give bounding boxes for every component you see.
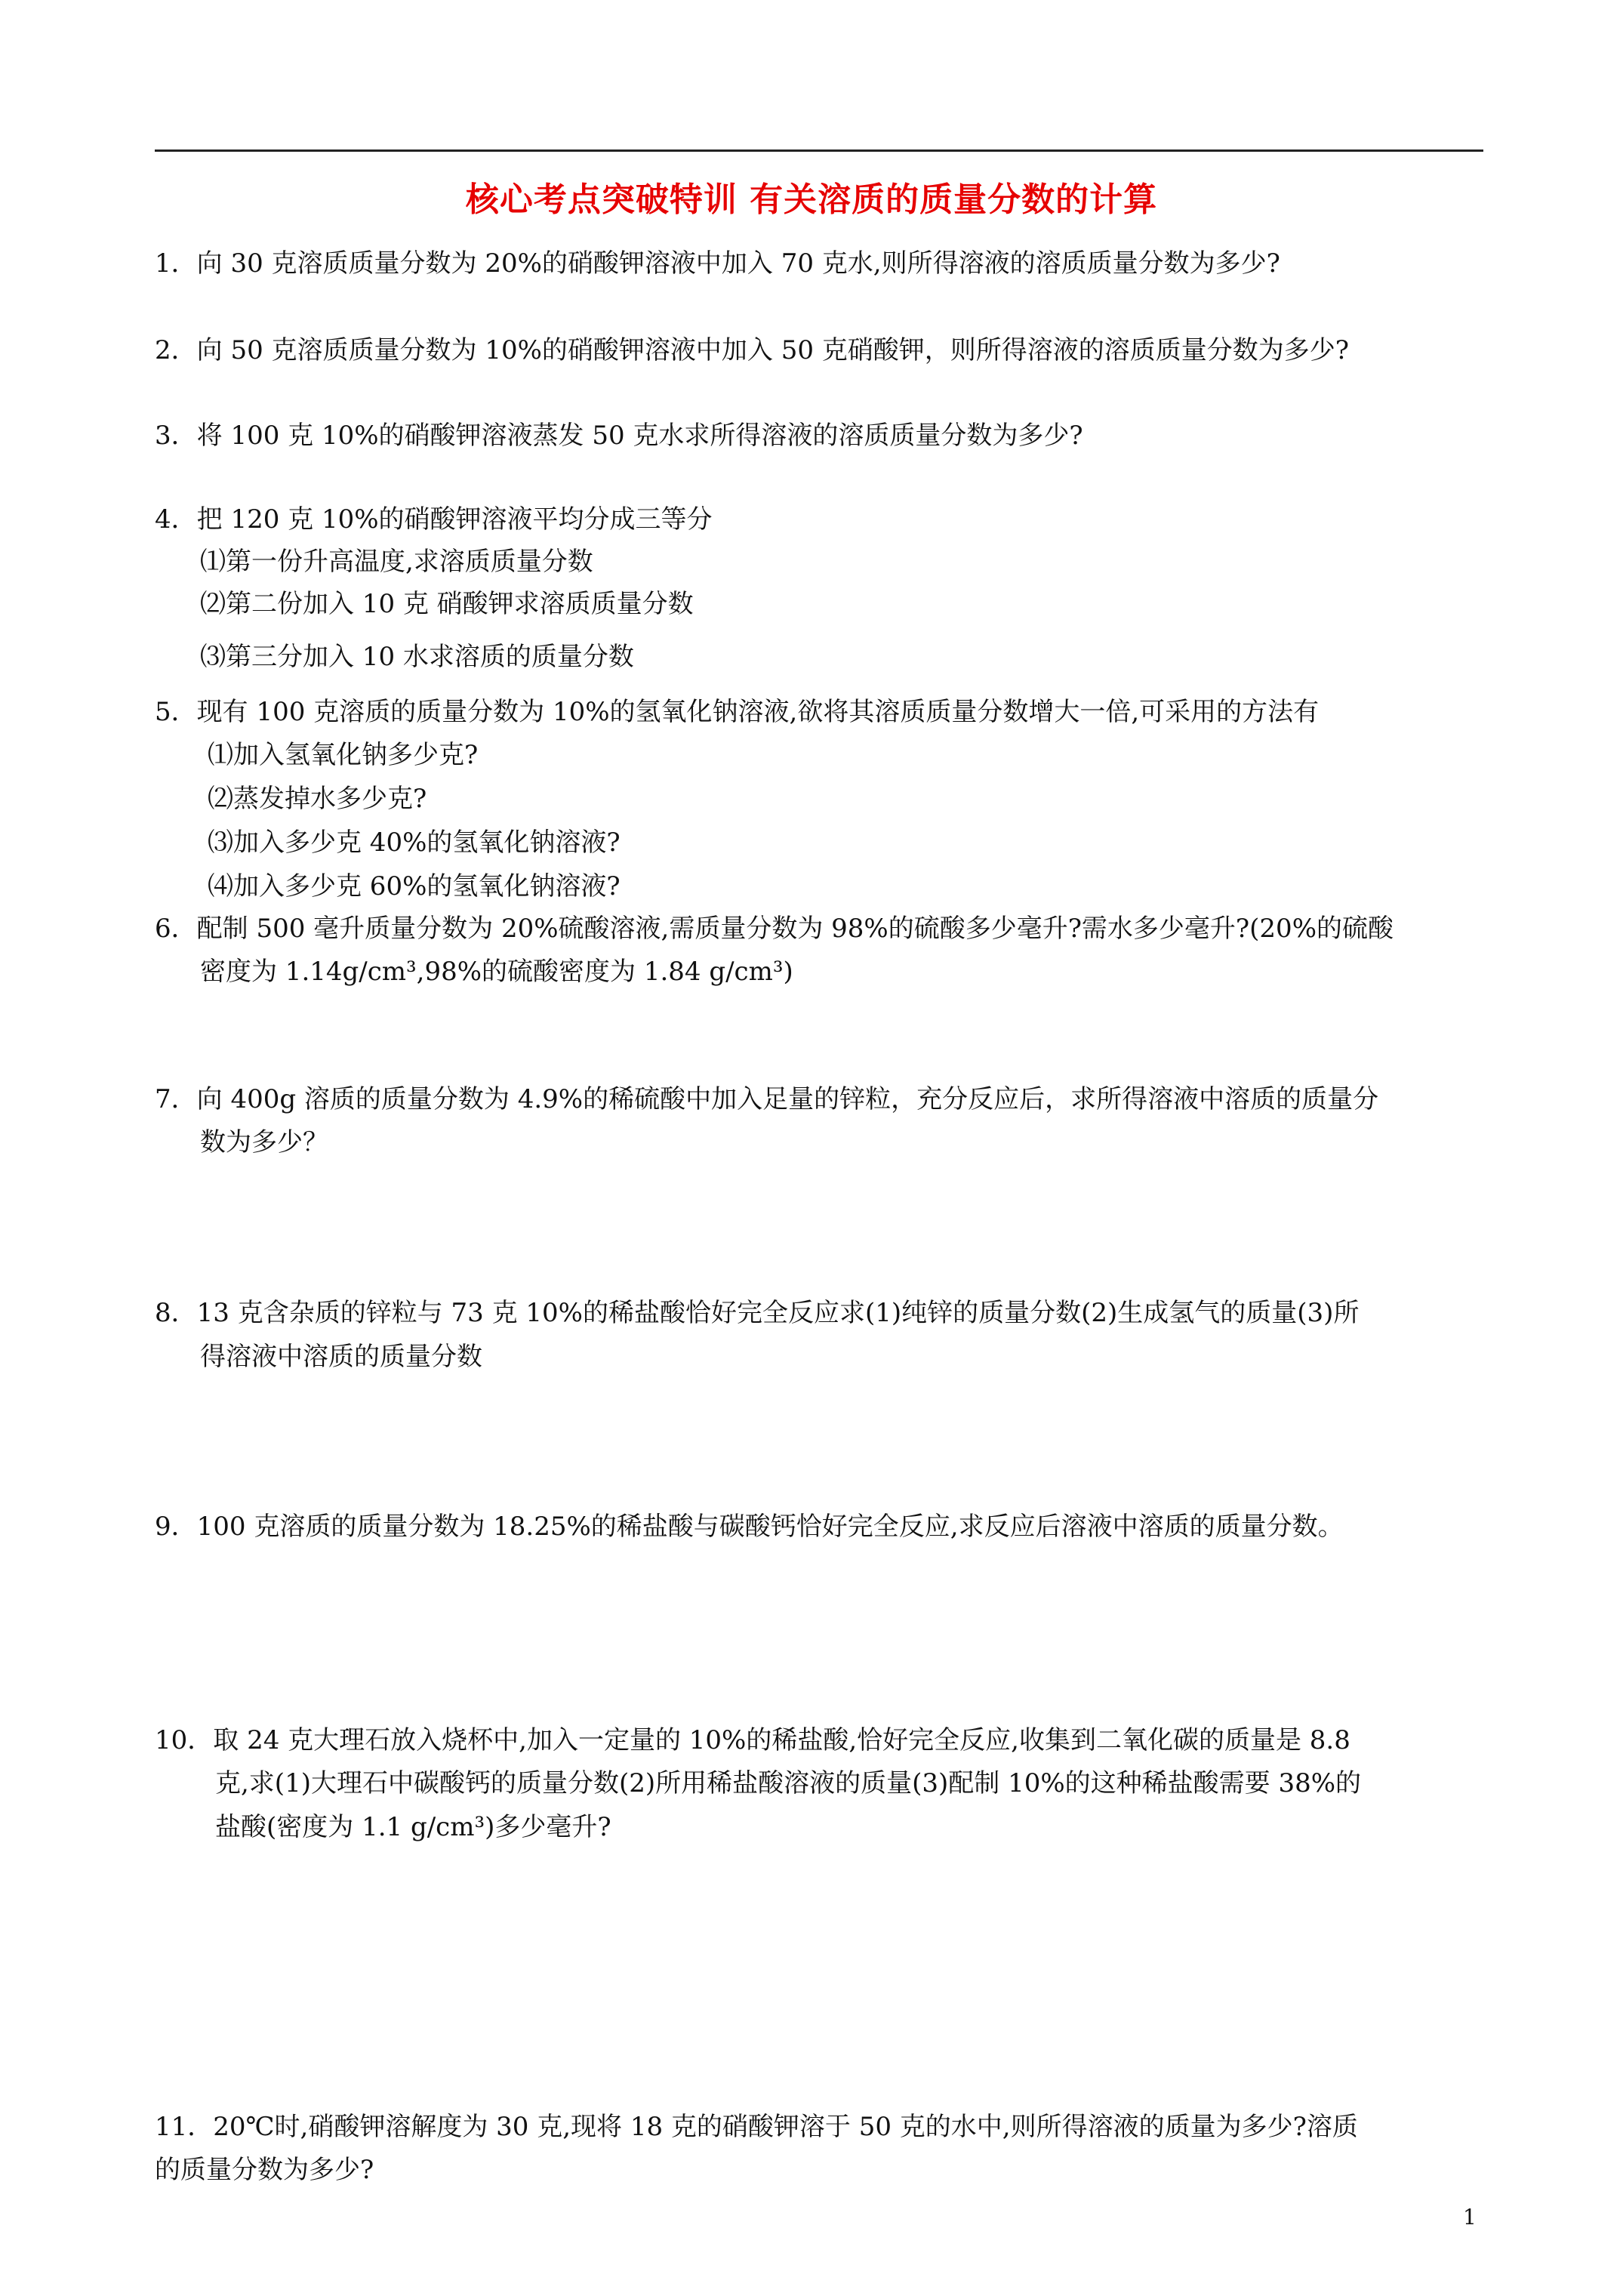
question-10-line-1: 10．取 24 克大理石放入烧杯中,加入一定量的 10%的稀盐酸,恰好完全反应,收集到二氧化碳的质量是 8.8	[155, 1725, 1350, 1755]
question-10-line-3: 盐酸(密度为 1.1 g/cm³)多少毫升?	[215, 1812, 611, 1842]
question-11-line-1: 11．20℃时,硝酸钾溶解度为 30 克,现将 18 克的硝酸钾溶于 50 克的水中,则所得溶液的质量为多少?溶质	[155, 2112, 1358, 2142]
question-6-line-1: 6．配制 500 毫升质量分数为 20%硫酸溶液,需质量分数为 98%的硫酸多少毫升?需水多少毫升?(20%的硫酸	[155, 914, 1394, 944]
question-2: 2．向 50 克溶质质量分数为 10%的硝酸钾溶液中加入 50 克硝酸钾，则所得溶液的溶质质量分数为多少?	[155, 335, 1349, 365]
question-4: 4．把 120 克 10%的硝酸钾溶液平均分成三等分	[155, 504, 713, 535]
header-rule	[155, 149, 1483, 152]
question-5-part-2: ⑵蒸发掉水多少克?	[208, 784, 427, 814]
question-6-line-2: 密度为 1.14g/cm³,98%的硫酸密度为 1.84 g/cm³)	[200, 957, 793, 987]
question-4-part-2: ⑵第二份加入 10 克 硝酸钾求溶质质量分数	[200, 589, 694, 619]
question-8-line-1: 8．13 克含杂质的锌粒与 73 克 10%的稀盐酸恰好完全反应求(1)纯锌的质量分数(2)生成氢气的质量(3)所	[155, 1298, 1360, 1328]
question-3: 3．将 100 克 10%的硝酸钾溶液蒸发 50 克水求所得溶液的溶质质量分数为多少?	[155, 421, 1083, 451]
question-10-line-2: 克,求(1)大理石中碳酸钙的质量分数(2)所用稀盐酸溶液的质量(3)配制 10%的这种稀盐酸需要 38%的	[215, 1768, 1362, 1798]
question-11-line-2: 的质量分数为多少?	[155, 2155, 374, 2185]
question-8-line-2: 得溶液中溶质的质量分数	[200, 1342, 482, 1372]
question-5-part-1: ⑴加入氢氧化钠多少克?	[208, 740, 479, 770]
question-7-line-1: 7．向 400g 溶质的质量分数为 4.9%的稀硫酸中加入足量的锌粒，充分反应后，求所得溶液中溶质的质量分	[155, 1084, 1379, 1114]
page-number: 1	[1463, 2205, 1477, 2230]
question-5-part-3: ⑶加入多少克 40%的氢氧化钠溶液?	[208, 827, 621, 858]
question-9: 9．100 克溶质的质量分数为 18.25%的稀盐酸与碳酸钙恰好完全反应,求反应后溶液中溶质的质量分数。	[155, 1512, 1344, 1542]
page-title: 核心考点突破特训 有关溶质的质量分数的计算	[465, 180, 1158, 219]
question-7-line-2: 数为多少？	[200, 1127, 328, 1157]
question-1: 1．向 30 克溶质质量分数为 20%的硝酸钾溶液中加入 70 克水,则所得溶液的溶质质量分数为多少?	[155, 248, 1280, 279]
question-4-part-3: ⑶第三分加入 10 水求溶质的质量分数	[200, 642, 634, 672]
question-5: 5．现有 100 克溶质的质量分数为 10%的氢氧化钠溶液,欲将其溶质质量分数增大一倍,可采用的方法有	[155, 697, 1320, 727]
question-5-part-4: ⑷加入多少克 60%的氢氧化钠溶液?	[208, 871, 621, 901]
question-4-part-1: ⑴第一份升高温度,求溶质质量分数	[200, 547, 593, 577]
